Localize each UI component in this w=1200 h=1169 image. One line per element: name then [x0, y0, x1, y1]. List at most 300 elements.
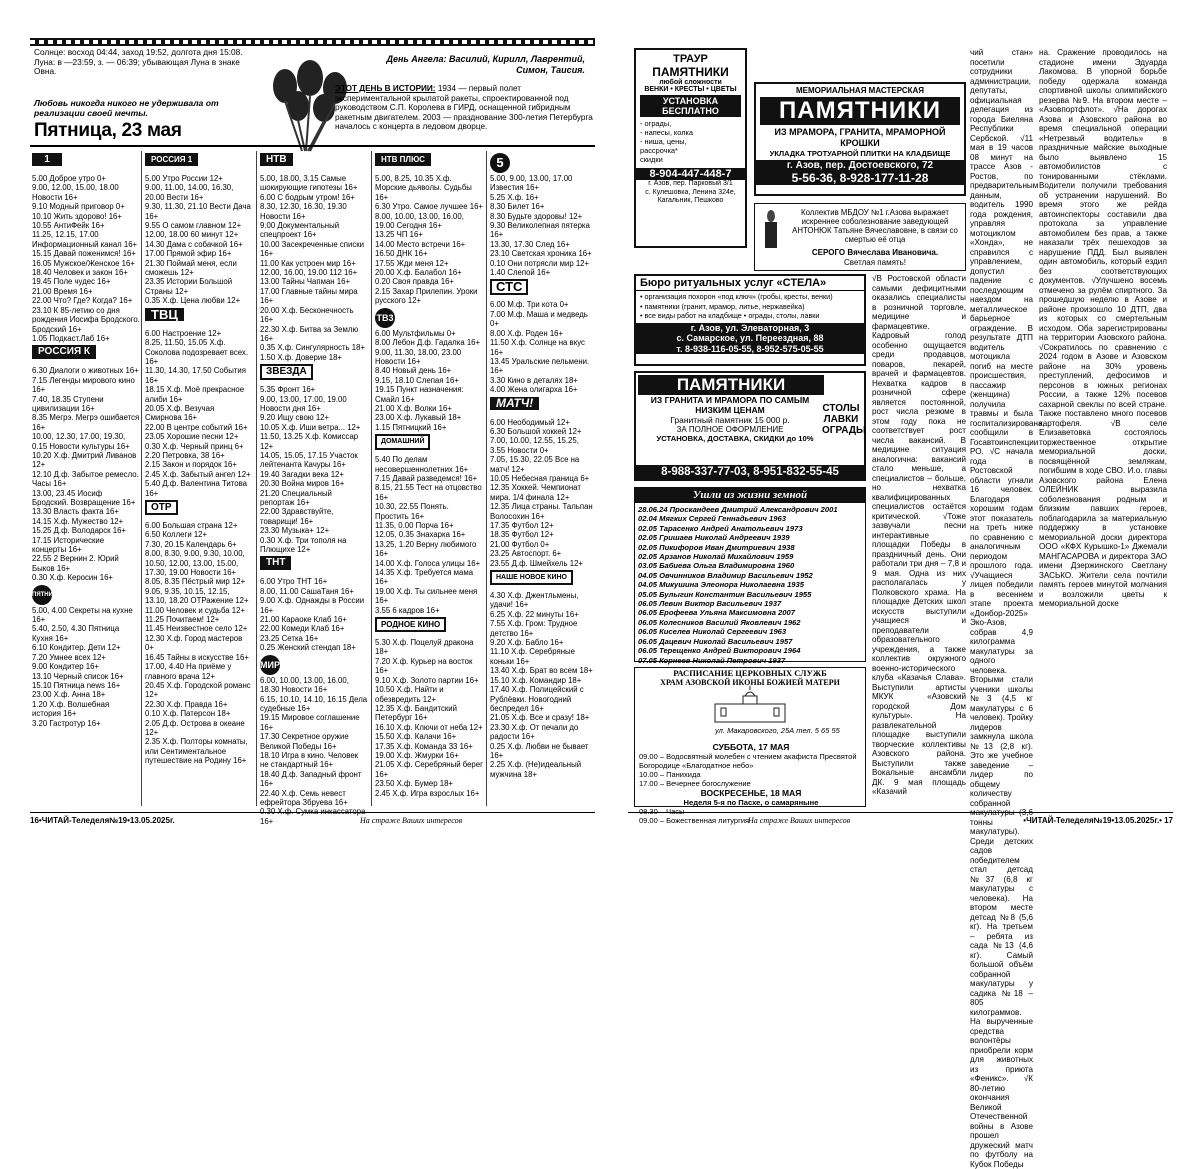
program-item: 2.45 Х.ф. Игра взрослых 16+ [375, 788, 480, 798]
program-item: 0.30 Х.ф. Три тополя на Плющихе 12+ [260, 535, 347, 555]
program-item: 6.00 С бодрым утром! 16+ [260, 192, 355, 202]
otr-logo: ОТР [145, 500, 253, 518]
channel-program [145, 329, 253, 498]
program-item: 2.45 Х.ф. Забытый ангел 12+ [145, 469, 251, 479]
sun-line: Солнце: восход 04:44, заход 19:52, долгота дня 15:08. [34, 47, 243, 57]
memorial-row: 02.05 Гришаев Николай Андреевич 1939 [638, 533, 790, 543]
program-item: 2.15 Захар Прилепин. Уроки русского 12+ [375, 286, 478, 306]
church-address: ул. Макаровского, 25А тел. 5 65 55 [715, 726, 840, 735]
right-footer [628, 812, 1173, 828]
nashe-novoe-kino-logo: НАШЕ НОВОЕ КИНО [490, 570, 594, 588]
column-divider [256, 151, 257, 806]
church-row: 10.00 – Панихида [639, 770, 701, 779]
program-item: 16.10 Х.ф. Ключи от неба 12+ [375, 722, 483, 732]
program-item: 16.45 Тайны в искусстве 16+ [145, 652, 249, 662]
program-item: 11.50, 13.25 Х.ф. Комиссар 12+ [260, 432, 359, 451]
tv-column-4 [375, 151, 483, 806]
program-item: 23.05 Хорошие песни 12+ [145, 432, 239, 442]
program-item: 21.05 Х.ф. Серебряный берег 16+ [375, 760, 483, 779]
memorial-row: 06.05 Терещенко Андрей Викторович 1964 [638, 646, 801, 656]
program-item: 22.30 Х.ф. Битва за Землю 16+ [260, 324, 359, 343]
program-item: 0.35 Х.ф. Сингулярность 18+ [260, 343, 365, 353]
church-temple: ХРАМ АЗОВСКОЙ ИКОНЫ БОЖИЕЙ МАТЕРИ [660, 678, 840, 687]
program-item: 19.00 Х.ф. Жмурки 16+ [375, 750, 459, 760]
condolence-box [754, 203, 966, 271]
program-item: 8.00, 11.00 СашаТаня 16+ [260, 586, 354, 596]
ad-address: с. Кулешовка, Ленина 324е, [645, 188, 736, 196]
program-item: 21.20 Специальный репортаж 16+ [260, 488, 332, 507]
program-item: 6.00 Утро ТНТ 16+ [260, 577, 328, 587]
program-item: 13.25 ЧП 16+ [375, 230, 423, 240]
tv-column-5 [490, 151, 594, 806]
ad-address: г. Азов, ул. Элеваторная, 3 [636, 323, 864, 334]
program-item: 8.00 Х.ф. Роден 16+ [490, 328, 564, 338]
sun-moon-info [34, 48, 244, 77]
condolence-name: СЕРОГО Вячеслава Ивановича. [811, 248, 939, 257]
ad-top: МЕМОРИАЛЬНАЯ МАСТЕРСКАЯ [795, 86, 925, 95]
ad-item: - ограды, [640, 119, 672, 128]
program-item: 10.05 Х.ф. Иши ветра... 12+ [260, 422, 361, 432]
program-item: 7.55 Х.ф. Гром: Трудное детство 16+ [490, 619, 578, 638]
program-item: 11.35, 0.00 Порча 16+ [375, 521, 454, 530]
program-item: 10.00 Засекреченные списки 16+ [260, 239, 365, 259]
program-item: 12.30 Х.ф. Город мастеров 0+ [145, 633, 243, 653]
program-item: 1.20 Х.ф. Волшебная история 16+ [32, 699, 110, 719]
ad-item: • организация похорон «под ключ» (гробы, кресты, венки) [640, 292, 833, 301]
date-title: Пятница, 23 мая [34, 120, 182, 141]
ad-subtitle: ИЗ МРАМОРА, ГРАНИТА, МРАМОРНОЙ КРОШКИ [774, 127, 946, 148]
program-item: 5.35 Фронт 16+ [260, 385, 316, 395]
program-item: 20.45 Х.ф. Городской романс 12+ [145, 680, 251, 700]
ad-item: • все виды работ на кладбище • ограды, столы, лавки [640, 311, 820, 321]
memorial-row: 02.04 Мягких Сергей Геннадьевич 1963 [638, 514, 786, 524]
left-footer [30, 812, 595, 828]
program-item: 6.30 Большой хоккей 12+ [490, 426, 582, 436]
program-item: 20.30 Война миров 16+ [260, 479, 345, 489]
church-day: ВОСКРЕСЕНЬЕ, 18 МАЯ [700, 788, 802, 798]
channel-program [145, 521, 253, 766]
program-item: 17.30 Секретное оружие Великой Победы 16+ [260, 732, 349, 751]
right-page [628, 38, 1173, 1169]
program-item: 16.05 Мужское/Женское 16+ [32, 258, 135, 268]
memorial-row: 06.05 Левин Виктор Васильевич 1937 [638, 599, 782, 609]
program-item: 18.15 Х.ф. Моё прекрасное алиби 16+ [145, 385, 245, 404]
program-item: 12.00, 16.00, 19.00 112 16+ [260, 268, 358, 278]
program-item: 17.00 Главные тайны мира 16+ [260, 286, 358, 306]
tnt-logo: ТНТ [260, 556, 368, 574]
program-item: 5.00, 9.00, 13.00, 17.00 Известия 16+ [490, 174, 573, 193]
program-item: 5.30 Х.ф. Поцелуй дракона 18+ [375, 638, 474, 657]
program-item: 6.30 Диалоги о животных 16+ [32, 366, 139, 376]
program-item: 14.30 Дама с собачкой 16+ [145, 239, 243, 249]
program-item: 7.15 Давай разведемся! 16+ [375, 473, 478, 483]
channel-program [32, 606, 140, 728]
program-item: 23.55 Д.ф. Шмейхель 12+ [490, 558, 583, 568]
program-item: 9.15, 18.10 Слепая 16+ [375, 375, 459, 385]
program-item: 15.25 Д.ф. Володарск 16+ [32, 526, 126, 536]
channel-program [490, 591, 594, 779]
program-item: 12.05, 0.35 Знахарка 16+ [375, 530, 466, 540]
channel-program [260, 385, 368, 554]
program-item: 11.10 Х.ф. Серебряные коньки 16+ [490, 647, 575, 666]
candle-icon [759, 210, 783, 250]
program-item: 2.35 Х.ф. Полторы комнаты, или Сентиментальное путешествие на Родину 16+ [145, 737, 248, 766]
program-item: 9.20 Х.ф. Бабло 16+ [490, 638, 564, 648]
program-item: 8.40 Новый день 16+ [375, 366, 452, 376]
program-item: 10.30, 22.55 Понять. Простить 16+ [375, 502, 449, 521]
program-item: 3.20 Гастротур 16+ [32, 718, 101, 728]
ad-line: УКЛАДКА ТРОТУАРНОЙ ПЛИТКИ НА КЛАДБИЩЕ [769, 149, 951, 158]
church-day-sub: Неделя 5-я по Пасхе, о самаряныне [683, 798, 819, 807]
program-item: 15.50 Х.ф. Калачи 16+ [375, 732, 457, 742]
history-text: 1934 — первый полет экспериментальной крылатой ракеты, спроектированной под руководством С.П. Королева в ГИРД, оснащенной гибридным ракетным двигателем. 2003 — празднование 300-летия Петербурга началось с концерта в ледовом дворце. [335, 84, 593, 132]
program-item: 16.50 ДНК 16+ [375, 249, 428, 259]
program-item: 9.00 Х.ф. Однажды в России 16+ [260, 596, 365, 615]
program-item: 23.30 Х.ф. От печали до радости 16+ [490, 722, 579, 742]
tv3-logo: ТВ3 [375, 308, 483, 326]
program-item: 12.35 Хоккей. Чемпионат мира. 1/4 финала 12+ [490, 483, 581, 502]
program-item: 4.00 Жена олигарха 16+ [490, 385, 578, 395]
love-quote: Любовь никогда никого не удерживала от реализации своей мечты. [34, 98, 219, 118]
program-item: 13.00 Тайны Чапман 16+ [260, 277, 351, 287]
program-item: 3.55 6 кадров 16+ [375, 605, 440, 615]
program-item: 23.00 Х.ф. Анна 18+ [32, 690, 106, 700]
ad-line: Гранитный памятник 15 000 р. [670, 415, 790, 425]
program-item: 22.55 2 Вернин 2. Юрий Быков 16+ [32, 554, 119, 573]
program-item: 17.15 Исторические концерты 16+ [32, 535, 105, 555]
ad-title: ПАМЯТНИКИ [638, 375, 824, 395]
program-item: 9.20 Ищу свою 12+ [260, 413, 330, 423]
program-item: 21.30 Поймай меня, если сможешь 12+ [145, 258, 237, 278]
program-item: 10.05 Небесная граница 6+ [490, 473, 590, 483]
program-item: 21.00 Футбол 0+ [490, 539, 550, 549]
church-row: 09.00 – Водосвятный молебен с чтением акафиста Пресвятой Богородице «Благодатное небо» [639, 752, 857, 770]
program-item: 6.30 Утро. Самое лучшее 16+ [375, 202, 483, 212]
program-item: 9.10 Модный приговор 0+ [32, 202, 125, 212]
program-item: 22.00 В центре событий 16+ [145, 422, 248, 432]
ad-items [636, 291, 864, 322]
program-item: 20.00 Х.ф. Балабол 16+ [375, 268, 462, 278]
ad-phone: т. 8-938-116-05-55, 8-952-575-05-55 [636, 344, 864, 355]
program-item: 11.25 Почитаем! 12+ [145, 615, 220, 625]
channel-program [260, 174, 368, 362]
program-item: 7.05, 15.30, 22.05 Все на матч! 12+ [490, 455, 580, 474]
program-item: 6.00 Неободимый 12+ [490, 417, 570, 427]
ntv-plus-logo: НТВ ПЛЮС [375, 153, 483, 171]
program-item: 13.30 Власть факта 16+ [32, 507, 119, 517]
program-item: 21.00 Х.ф. Волки 16+ [375, 403, 452, 413]
program-item: 12.00, 18.00 60 минут 12+ [145, 230, 239, 240]
program-item: 0.30 Х.ф. Сумка инкассатора 16+ [260, 807, 366, 826]
program-item: 8.00, 8.30, 9.00, 9.30, 10.00, 10.50, 12.00, 13.00, 15.00, 17.30, 19.00 Новости 16+ [145, 549, 245, 578]
program-item: 17.55 Жди меня 12+ [375, 258, 449, 268]
program-item: 14.15 Х.ф. Мужество 12+ [32, 516, 124, 526]
ad-phone: 8-988-337-77-03, 8-951-832-55-45 [636, 465, 864, 479]
program-item: 11.25, 12.15, 17.00 Информационный канал 16+ [32, 230, 138, 249]
ad-granite [634, 371, 866, 481]
channel-program [32, 366, 140, 582]
memorial-title: Ушли из жизни земной [635, 488, 865, 503]
ad-phone: 5-56-36, 8-928-177-11-28 [756, 171, 964, 185]
pyatnitsa-logo: ПЯТНИЦА [32, 585, 140, 603]
ad-stela [634, 274, 866, 366]
program-item: 6.00 М.ф. Три кота 0+ [490, 300, 569, 310]
church-row: 08.30 – Часы [639, 807, 685, 816]
ad-banner: УСТАНОВКА БЕСПЛАТНО [640, 95, 741, 117]
program-item: 19.45 Поле чудес 16+ [32, 277, 111, 287]
program-item: 5.25 Х.ф. 16+ [490, 192, 539, 202]
program-item: 20.00 Х.ф. Бесконечность 16+ [260, 305, 354, 325]
tv-column-3 [260, 151, 368, 826]
program-item: 18.40 Д.ф. Западный фронт 16+ [260, 769, 362, 789]
left-page [30, 38, 595, 828]
memorial-row: 04.05 Овчинников Владимир Васильевич 1952 [638, 570, 813, 580]
program-item: 11.30, 14.30, 17.50 События 16+ [145, 366, 246, 385]
column-divider [486, 151, 487, 806]
moon-line: Луна: в —23:59, з. — 06:39; убывающая Луна в знаке Овна. [34, 56, 240, 77]
program-item: 22.00 Что? Где? Когда? 16+ [32, 296, 133, 306]
program-item: 2.05 Д.ф. Острова в океане 12+ [145, 718, 245, 737]
memorial-row: 06.05 Киселев Николай Сергеевич 1963 [638, 627, 787, 637]
page-number-right: •ЧИТАЙ-Теледеля№19•13.05.2025г.• 17 [1023, 816, 1173, 825]
program-item: 23.50 Х.ф. Бумер 18+ [375, 779, 453, 789]
ad-title: ПАМЯТНИКИ [760, 97, 960, 125]
news-column-b: √В Ростовской области самыми дефицитными оказались специалисты в розничной торговле, медицине и фармацевтике. Кадровый голод особенно ощущается среди продавцов, поваров, пекарей, врачей и фармацевтов. Нехватка кадров в розничной сфере является постоянной, рост числа резюме в этом году пока не соответствует рост числа вакансий. В медицине ситуация аналогична: вакансий стало меньше, а специалистов – больше, но нехватка квалифицированных специалистов остаётся критической. √Тоже зазвучали песни интерактивные площадки Победы в праздничный день. Они работали три дня – 7,8 и 9 мая. Одна из них располагалась у Полковского храма. На площадке Детских школ искусств выступили учащиеся и преподаватели образовательного учреждения, а также коллектив окружного военно-исторического клуба «Казачья Слава». Выступили артисты МКУК «Азовский городской Дом культуры». На развлекательной площадке выступили творческие коллективы Азовского района. Выступили также Вокальные ансамбли ДК. 9 мая площадь «Казачий [872, 274, 966, 796]
program-item: 14.00 Х.ф. Голоса улицы 16+ [375, 558, 481, 568]
program-item: 9.00 Кондитер 16+ [32, 662, 99, 672]
church-rows [639, 752, 863, 788]
program-item: 1.15 Пятницкий 16+ [375, 422, 447, 432]
program-item: 14.05, 15.05, 17.15 Участок лейтенанта Качуры 16+ [260, 450, 358, 470]
program-item: 11.45 Неизвестное село 12+ [145, 624, 248, 634]
program-item: 6.00, 10.00, 13.00, 16.00, 18.30 Новости 16+ [260, 675, 349, 695]
program-item: 5.00, 8.25, 10.35 Х.ф. Морские дьяволы. Судьбы 16+ [375, 174, 472, 202]
channel-one-logo: 1 [32, 153, 140, 171]
program-item: 13.40 Х.ф. Брат во всем 18+ [490, 666, 593, 676]
channel-program [145, 174, 253, 306]
rodnoe-kino-logo: РОДНОЕ КИНО [375, 617, 483, 635]
program-item: 22.40 Х.ф. Семь невест ефрейтора Збруева 16+ [260, 788, 348, 807]
program-item: 11.00 Как устроен мир 16+ [260, 258, 356, 268]
match-logo: МАТЧ! [490, 397, 594, 415]
program-item: 23.10 Светская хроника 16+ [490, 249, 592, 259]
program-item: 15.10 Пятница news 16+ [32, 680, 121, 690]
domashniy-logo: ДОМАШНИЙ [375, 434, 483, 452]
program-item: 10.50 Х.ф. Найти и обезвредить 12+ [375, 685, 444, 704]
russia-1-logo: РОССИЯ 1 [145, 153, 253, 171]
program-item: 7.15 Легенды мирового кино 16+ [32, 375, 135, 395]
ad-traur [634, 48, 747, 248]
program-item: 13.10 Черный список 16+ [32, 671, 124, 681]
program-item: 7.20 Умнее всех 12+ [32, 652, 106, 662]
program-item: 7.00 М.ф. Маша и медведь 0+ [490, 309, 588, 329]
program-item: 1.40 Слепой 16+ [490, 268, 551, 278]
program-item: 17.35 Футбол 12+ [490, 521, 554, 530]
memorial-row: 28.06.24 Проскандеев Дмитрий Александрович 2001 [638, 505, 838, 514]
divider [30, 145, 595, 147]
program-item: 19.40 Загадки века 12+ [260, 469, 344, 479]
program-item: 0.10 Они потрясли мир 12+ [490, 258, 590, 268]
ad-item: - напесы, колка [640, 128, 694, 137]
church-row: 09.00 – Божественная литургия [639, 816, 750, 825]
program-item: 0.20 Своя правда 16+ [375, 277, 454, 287]
program-item: 9.00 Документальный спецпроект 16+ [260, 221, 340, 240]
program-item: 23.25 Сетка 16+ [260, 633, 319, 643]
program-item: 10.20 Х.ф. Дмитрий Ливанов 12+ [32, 450, 137, 470]
program-item: 21.00 Время 16+ [32, 286, 93, 296]
memorial-row: 02.05 Тарасенко Андрей Анатольевич 1973 [638, 523, 803, 533]
channel-program [260, 577, 368, 652]
program-item: 5.00, 4.00 Секреты на кухне 16+ [32, 605, 133, 625]
ad-item: скидки [640, 155, 663, 164]
memorial-row: 06.05 Дацевич Николай Васильевич 1957 [638, 636, 793, 646]
program-item: 9.30 Великолепная пятерка 16+ [490, 221, 590, 240]
program-item: 1.50 Х.ф. Доверие 18+ [260, 352, 342, 362]
program-item: 8.00, 10.00, 13.00, 16.00, 19.00 Сегодня 16+ [375, 211, 464, 231]
program-item: 4.30 Х.ф. Джентльмены, удачи! 16+ [490, 591, 579, 610]
program-item: 9.00, 11.30, 18.00, 23.00 Новости 16+ [375, 347, 462, 366]
program-item: 9.10 Х.ф. Золото партии 16+ [375, 675, 479, 685]
footer-motto: На страже Ваших интересов [360, 816, 463, 825]
film-strip-decoration [30, 38, 595, 46]
program-item: 5.40, 2.50, 4.30 Пятница Кухня 16+ [32, 624, 120, 643]
russia-k-logo: РОССИЯ К [32, 345, 140, 363]
ad-phone: 8-904-447-448-7 [636, 168, 745, 180]
program-item: 23.10 К 85-летию со дня рождения Иосифа Бродского. Бродский 16+ [32, 305, 140, 334]
program-item: 5.00 Доброе утро 0+ [32, 174, 106, 183]
program-item: 0.30 Х.ф. Керосин 16+ [32, 573, 113, 583]
program-item: 6.10 Кондитер. Дети 12+ [32, 643, 121, 653]
program-item: 17.00, 4.40 На приёме у главного врача 12+ [145, 662, 232, 681]
ad-side: СТОЛЫ ЛАВКИ ОГРАДЫ [822, 403, 866, 436]
ad-line: любой сложности [659, 79, 722, 86]
program-item: 9.30, 11.30, 21.10 Вести Дача 16+ [145, 202, 251, 221]
program-item: 12.35 Х.ф. Бандитский Петербург 16+ [375, 703, 457, 723]
church-drawing-icon [695, 690, 805, 724]
program-item: 15.15 Давай поженимся! 16+ [32, 249, 136, 259]
zvezda-logo: ЗВЕЗДА [260, 364, 368, 382]
program-item: 0.25 Х.ф. Любви не бывает 16+ [490, 741, 589, 760]
channel-program [490, 174, 594, 277]
channel-program [375, 455, 483, 615]
program-item: 20.05 Х.ф. Везучая Смирнова 16+ [145, 403, 215, 423]
program-item: 15.10 Х.ф. Командир 18+ [490, 675, 582, 685]
program-item: 2.15 Закон и порядок 16+ [145, 460, 237, 470]
memorial-row: 06.05 Ерофеева Ульяна Максимовна 2007 [638, 608, 795, 618]
program-item: 22.00 Здравствуйте, товарищи! 16+ [260, 507, 334, 526]
program-item: 8.30 Билет 16+ [490, 202, 545, 212]
program-item: 2.25 Х.ф. (Не)идеальный мужчина 18+ [490, 760, 582, 779]
column-divider [141, 151, 142, 806]
sts-logo: СТС [490, 279, 594, 297]
program-item: 7.40, 18.35 Ступени цивилизации 16+ [32, 394, 104, 413]
program-item: 9.00, 11.00, 14.00, 16.30, 20.00 Вести 16+ [145, 183, 234, 202]
program-item: 10.10 Жить здорово! 16+ [32, 211, 122, 221]
memorial-row: 02.05 Арзанов Николай Михайлович 1959 [638, 552, 794, 562]
program-item: 0.10 Х.ф. Патерсон 18+ [145, 709, 231, 719]
program-item: 9.00, 12.00, 15.00, 18.00 Новости 16+ [32, 183, 119, 202]
program-item: 6.25 Х.ф. 22 минуты 16+ [490, 609, 579, 619]
channel-program [375, 329, 483, 432]
ad-line: ЗА ПОЛНОЕ ОФОРМЛЕНИЕ [676, 425, 784, 434]
channel-program [490, 418, 594, 569]
program-item: 17.00 Прямой эфир 16+ [145, 249, 232, 259]
ad-item: • памятники (гранит, мрамор, литье, нержавейка) [640, 301, 805, 311]
program-item: 7.20 Х.ф. Курьер на восток 16+ [375, 656, 473, 676]
program-item: 5.40 Д.ф. Валентина Титова 16+ [145, 479, 247, 498]
program-item: 17.35 Х.ф. Команда 33 16+ [375, 741, 473, 751]
program-item: 12.35 Лица страны. Тальпан Волосохин 16+ [490, 502, 593, 521]
program-item: 8.00 Лебон Д.ф. Гадалка 16+ [375, 338, 481, 348]
program-item: 2.20 Петровка, 38 16+ [145, 450, 225, 460]
church-day: СУББОТА, 17 МАЯ [712, 742, 790, 752]
program-item: 9.05, 9.35, 10.15, 12.15, 13.10, 18.20 ОТРажение 12+ [145, 586, 249, 606]
church-title: РАСПИСАНИЕ ЦЕРКОВНЫХ СЛУЖБ [673, 668, 827, 678]
ad-title: ТРАУР [673, 53, 708, 65]
program-item: 13.30, 17.30 След 16+ [490, 239, 570, 249]
memorial-row: 05.05 Булыгин Константин Васильевич 1955 [638, 589, 812, 599]
program-item: 5.00, 18.00, 3.15 Самые шокирующие гипотезы 16+ [260, 174, 358, 193]
program-item: 10.55 АнтиФейк 16+ [32, 221, 105, 231]
program-item: 0.35 Х.ф. Цена любви 12+ [145, 296, 241, 306]
channel-program [375, 174, 483, 306]
program-item: 11.50 Х.ф. Солнце на вкус 16+ [490, 338, 585, 357]
program-item: 19.15 Мировое соглашение 16+ [260, 713, 360, 732]
program-item: 13.45 Уральские пельмени. 16+ [490, 356, 590, 376]
memorial-list [634, 487, 866, 665]
program-item: 8.30, 12.30, 16.30, 19.30 Новости 16+ [260, 202, 347, 221]
program-item: 8.05, 8.35 Пёстрый мир 12+ [145, 577, 246, 587]
tv-column-1 [32, 151, 140, 806]
memorial-row: 02.05 Пикифоров Иван Дмитриевич 1938 [638, 542, 795, 552]
program-item: 23.25 Автоспорт. 6+ [490, 549, 562, 559]
ad-line: ВЕНКИ • КРЕСТЫ • ЦВЕТЫ [644, 86, 737, 93]
program-item: 13.00, 23.45 Иосиф Бродский. Возвращение 16+ [32, 488, 136, 507]
program-item: 22.30 Х.ф. Правда 16+ [145, 699, 228, 709]
channel-5-logo: 5 [490, 153, 594, 171]
history-block [335, 84, 593, 132]
program-item: 12.10 Д.ф. Забытое ремесло. Часы 16+ [32, 469, 139, 489]
memorial-rows [635, 503, 865, 667]
ad-line: УСТАНОВКА, ДОСТАВКА, СКИДКИ до 10% [656, 434, 814, 443]
program-item: 22.00 Комеди Клаб 16+ [260, 624, 345, 634]
program-item: 9.55 О самом главном 12+ [145, 221, 242, 231]
program-item: 8.35 Мегрэ. Мегрэ ошибается 16+ [32, 413, 140, 432]
program-item: 6.15, 10.10, 14.10, 16.15 Дела судебные 16+ [260, 694, 368, 713]
channel-program [32, 174, 140, 343]
program-item: 18.35 Футбол 12+ [490, 530, 554, 540]
ad-item: рассрочка* [640, 146, 678, 155]
program-item: 5.00 Утро России 12+ [145, 174, 223, 183]
ad-memorial-workshop [754, 82, 966, 196]
ad-items [636, 119, 745, 164]
ad-title: Бюро ритуальных услуг «СТЕЛА» [636, 276, 864, 291]
channel-program [490, 300, 594, 394]
ntv-logo: НТВ [260, 153, 368, 171]
program-item: 7.00, 10.00, 12.55, 15.25, 3.55 Новости 0+ [490, 436, 579, 455]
ad-subtitle: ИЗ ГРАНИТА И МРАМОРА ПО САМЫМ НИЗКИМ ЦЕНАМ [650, 395, 810, 415]
program-item: 1.05 Подкаст.Лаб 16+ [32, 333, 110, 343]
program-item: 8.15, 21.55 Тест на отцовство 16+ [375, 483, 482, 502]
program-item: 9.00, 13.00, 17.00, 19.00 Новости дня 16+ [260, 394, 347, 413]
memorial-row: 07.05 Корнеев Николай Петрович 1937 [638, 655, 786, 665]
angel-day: День Ангела: Василий, Кирилл, Лаврентий, Симон, Таисия. [386, 54, 585, 75]
program-item: 14.00 Место встречи 16+ [375, 239, 466, 249]
program-item: 18.10 Игра в кино. Человек не стандартный 16+ [260, 750, 359, 770]
program-item: 21.05 Х.ф. Все и сразу! 18+ [490, 713, 590, 723]
memorial-row: 06.05 Колесников Василий Яковлевич 1962 [638, 617, 801, 627]
tvc-logo: ТВЦ [145, 308, 253, 326]
